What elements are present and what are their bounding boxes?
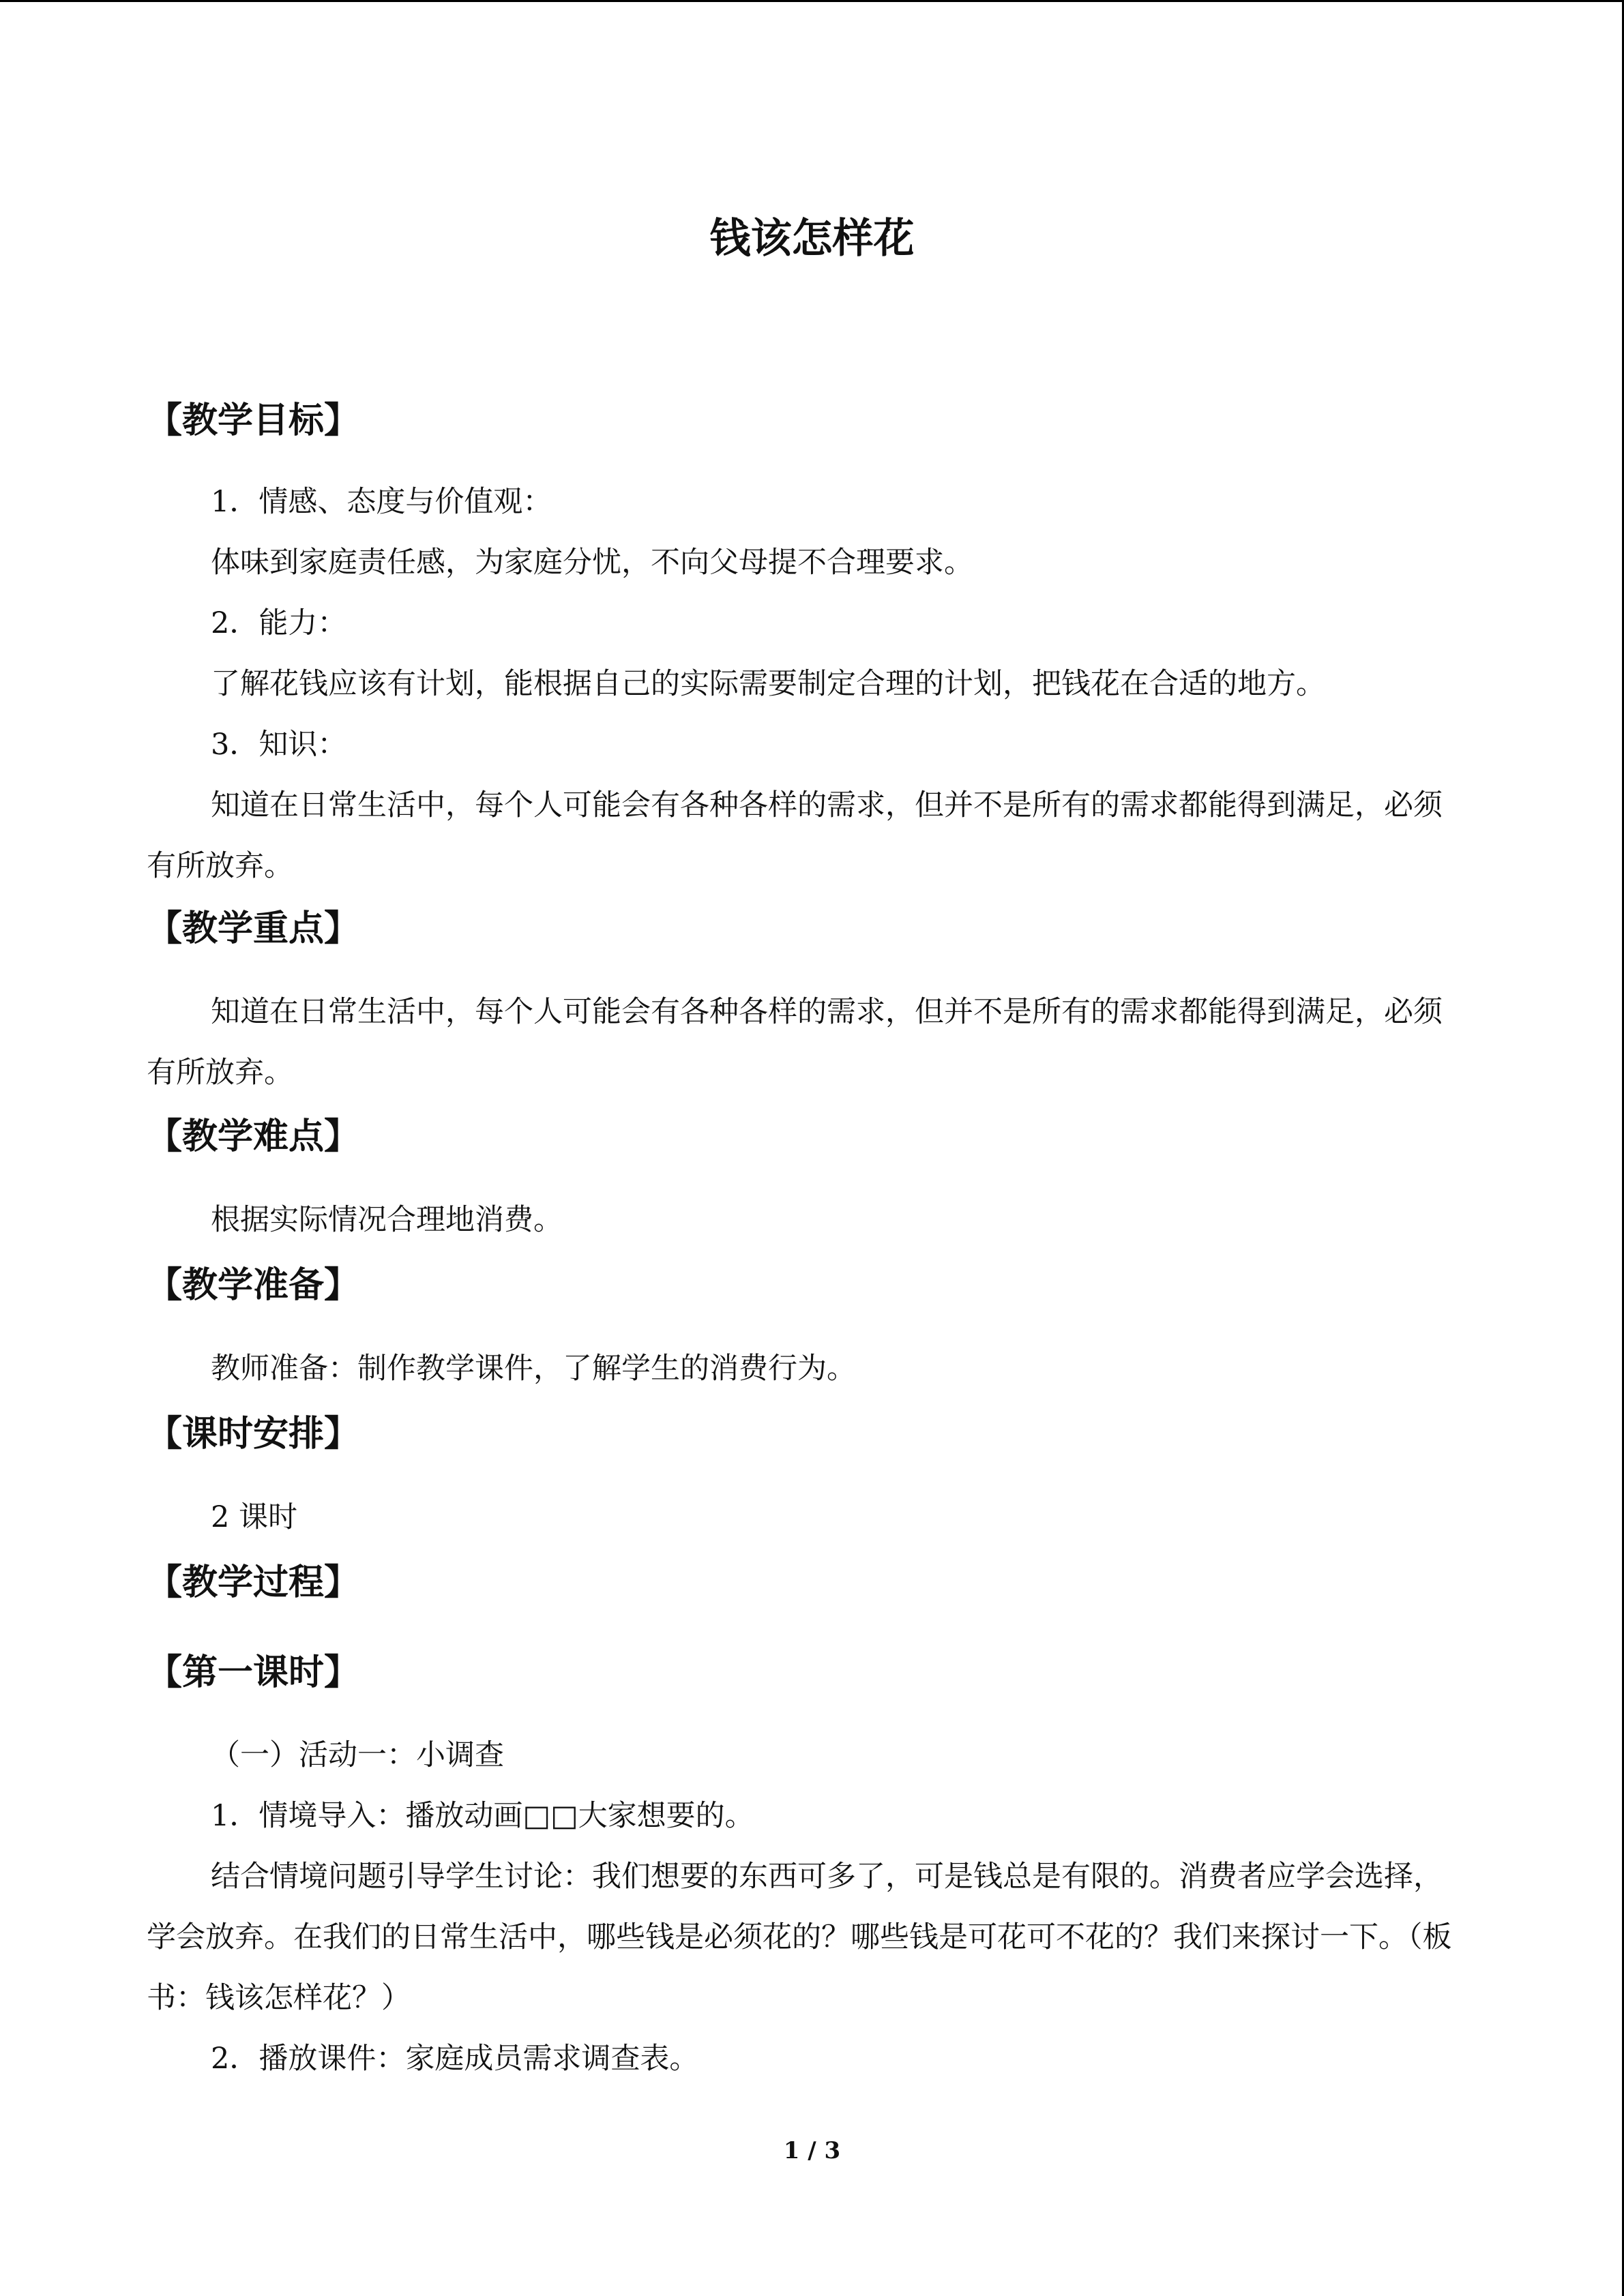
heading-teaching-objectives: 【教学目标】 [147,400,360,441]
key-points-text: 知道在日常生活中，每个人可能会有各种各样的需求，但并不是所有的需求都能得到满足，必须有所放弃。 [147,995,1443,1090]
objectives-item-2-text: 了解花钱应该有计划，能根据自己的实际需要制定合理的计划，把钱花在合适的地方。 [211,667,1325,701]
heading-first-lesson: 【第一课时】 [147,1652,360,1693]
first-lesson-activity-1: （一）活动一：小调查 [211,1738,504,1772]
heading-key-points: 【教学重点】 [147,908,360,949]
heading-teaching-process: 【教学过程】 [147,1562,360,1603]
first-lesson-step-2: 2．播放课件：家庭成员需求调查表。 [211,2042,699,2076]
objectives-item-1: 1．情感、态度与价值观： [211,485,552,519]
objectives-item-3: 3．知识： [211,728,347,762]
preparation-text: 教师准备：制作教学课件，了解学生的消费行为。 [211,1352,856,1386]
first-lesson-step-1: 1．情境导入：播放动画□□大家想要的。 [211,1799,754,1833]
objectives-item-3-text: 知道在日常生活中，每个人可能会有各种各样的需求，但并不是所有的需求都能得到满足，必须有所放弃。 [147,788,1443,883]
heading-schedule: 【课时安排】 [147,1413,360,1455]
schedule-text: 2 课时 [211,1500,298,1534]
heading-difficulties: 【教学难点】 [147,1116,360,1157]
document-title: 钱该怎样花 [709,215,915,263]
first-lesson-discussion: 结合情境问题引导学生讨论：我们想要的东西可多了，可是钱总是有限的。消费者应学会选择，学会放弃。在我们的日常生活中，哪些钱是必须花的？哪些钱是可花可不花的？我们来探讨一下。（板书：钱该怎样花？） [147,1860,1452,2015]
objectives-item-1-text: 体味到家庭责任感，为家庭分忧，不向父母提不合理要求。 [211,546,973,580]
objectives-item-2: 2．能力： [211,606,347,640]
difficulties-text: 根据实际情况合理地消费。 [211,1203,563,1237]
heading-preparation: 【教学准备】 [147,1264,360,1306]
page-number: 1 / 3 [783,2137,841,2164]
